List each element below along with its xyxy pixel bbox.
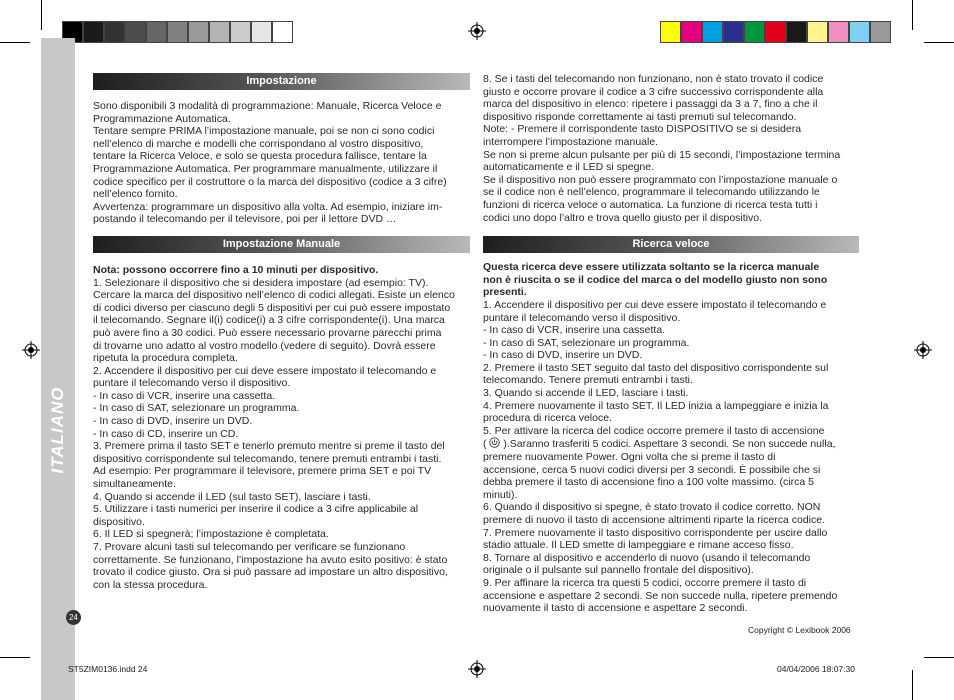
- right-column: [483, 73, 859, 615]
- grayscale-swatch-bar: [62, 21, 293, 43]
- crop-mark: [912, 670, 913, 700]
- quick-search-steps: 1. Accendere il dispositivo per cui deve essere impostato il telecomando e puntare il telecomando verso il dispositivo. - In caso di VCR, inserire una cassetta. - In caso di SAT, selezionare un programma. - In caso di DVD, inserire un DVD. 2. Premere il tasto SET seguito dal tasto del dispositivo corrispondente sul telecomando. Tenere premuti entrambi i tasti. 3. Quando si accende il LED, lasciare i tasti. 4. Premere nuovamente il tasto SET. Il LED inizia a lampeggiare e inizia la procedura di ricerca veloce. 5. Per attivare la ricerca del codice occorre premere il tasto di accensione: [483, 298, 829, 437]
- language-tab: [41, 360, 75, 500]
- color-swatch: [702, 21, 723, 43]
- color-swatch: [660, 21, 681, 43]
- quick-search-steps-continued: premere nuovamente Power. Ogni volta che si preme il tasto di accensione, cerca 5 nuovi codici diversi per 3 secondi. È possibile che si debba premere il tasto di accensione fino a 100 volte massimo. (circa 5 minuti). 6. Quando il dispositivo si spegne, è stato trovato il codice corretto. NON premere di nuovo il tasto di accensione altrimenti riparte la ricerca codice. 7. Premere nuovamente il tasto dispositivo corrispondente per uscire dallo stadio attuale. Il LED smette di lampeggiare e rimane acceso fisso. 8. Tornare al dispositivo e accenderlo di nuovo (usando il telecomando originale o il pulsante sul pannello frontale del dispositivo). 9. Per affinare la ricerca tra questi 5 codici, occorre premere il tasto di accensione e aspettare 2 secondi. Se non succede nulla, ripetere premendo nuovamente il tasto di accensione e aspettare 2 secondi.: [483, 451, 838, 615]
- step5-line: ( ).Saranno trasferiti 5 codici. Aspettare 3 secondi. Se non succede nulla,: [483, 438, 836, 451]
- color-swatch: [870, 21, 891, 43]
- color-swatch: [786, 21, 807, 43]
- registration-mark-icon: [468, 660, 486, 678]
- page-number: 24: [66, 610, 81, 625]
- registration-mark-icon: [22, 341, 40, 359]
- color-swatch: [146, 21, 167, 43]
- color-swatch: [251, 21, 272, 43]
- color-swatch: [272, 21, 293, 43]
- quick-search-warning: Questa ricerca deve essere utilizzata soltanto se la ricerca manuale non è riuscita o se il codice del marca o del modello giusto non sono presenti.: [483, 261, 828, 299]
- crop-mark: [924, 657, 954, 658]
- color-swatch: [765, 21, 786, 43]
- crop-mark: [41, 0, 42, 30]
- color-swatch: [849, 21, 870, 43]
- color-swatch-bar: [660, 21, 891, 43]
- crop-mark: [0, 42, 30, 43]
- power-icon: [489, 437, 500, 448]
- color-swatch: [744, 21, 765, 43]
- color-swatch: [125, 21, 146, 43]
- registration-mark-icon: [914, 341, 932, 359]
- intro-paragraph: Sono disponibili 3 modalità di programmazione: Manuale, Ricerca Veloce e Programmazione Automatica. Tentare sempre PRIMA l’impostazione manuale, poi se non ci sono codici nell’elenco di marche e modelli che corrispondano al vostro dispositivo, tentare la Ricerca Veloce, e solo se questa procedura fallisce, tentare la Programmazione Automatica. Per programmare manualmente, utilizzare il codice specifico per il costruttore o la marca del dispositivo (codice a 3 cifre) nell’elenco fornito. Avvertenza: programmare un dispositivo alla volta. Ad esempio, iniziare im- postando il telecomando per il televisore, poi per il lettore DVD …: [93, 100, 447, 226]
- color-swatch: [167, 21, 188, 43]
- section-heading-impostazione: Impostazione: [93, 73, 470, 90]
- registration-mark-icon: [468, 22, 486, 40]
- color-swatch: [807, 21, 828, 43]
- color-swatch: [209, 21, 230, 43]
- color-swatch: [83, 21, 104, 43]
- color-swatch: [230, 21, 251, 43]
- footer-file: ST5ZIM0136.indd 24: [68, 664, 148, 674]
- color-swatch: [723, 21, 744, 43]
- manual-note: Nota: possono occorrere fino a 10 minuti per dispositivo.: [93, 263, 379, 276]
- manual-steps: 1. Selezionare il dispositivo che si desidera impostare (ad esempio: TV). Cercare la marca del dispositivo nell’elenco di codici allegati. Esiste un elenco di codici diverso per ciascuno degli 5 dispositivi per cui può essere impostato il telecomando. Segnare il(i) codice(i) a 3 cifre corrispondente(i). Una marca può avere fino a 30 codici. Può essere necessario provarne parecchi prima di trovarne uno adatto al vostro modello (vedere di seguito). Dovrà essere ripetuta la procedura completa. 2. Accendere il dispositivo per cui deve essere impostato il telecomando e puntare il telecomando verso il dispositivo. - In caso di VCR, inserire una cassetta. - In caso di SAT, selezionare un programma. - In caso di DVD, inserire un DVD. - In caso di CD, inserire un CD. 3. Premere prima il tasto SET e tenerlo premuto mentre si preme il tasto del dispositivo corrispondente sul telecomando, tenere premuti entrambi i tasti. Ad esempio: Per programmare il televisore, premere prima SET e poi TV simultaneamente. 4. Quando si accende il LED (sul tasto SET), lasciare i tasti. 5. Utilizzare i tasti numerici per inserire il codice a 3 cifre applicabile al dispositivo. 6. Il LED si spegnerà; l’impostazione è completata. 7. Provare alcuni tasti sul telecomando per verificare se funzionano correttamente. Se funzionano, l’impostazione ha avuto esito positivo: è stato trovato il codice giusto. Ora si può passare ad impostare un altro dispositivo, con la stessa procedura.: [93, 276, 455, 591]
- crop-mark: [912, 0, 913, 30]
- language-label: ITALIANO: [48, 386, 67, 474]
- crop-mark: [924, 42, 954, 43]
- color-swatch: [681, 21, 702, 43]
- continued-steps: 8. Se i tasti del telecomando non funzionano, non è stato trovato il codice giusto e occorre provare il codice a 3 cifre successivo corrispondente alla marca del dispositivo in elenco: ripetere i passaggi da 3 a 7, fino a che il dispositivo risponde correttamente ai tasti premuti sul telecomando. Note: - Premere il corrispondente tasto DISPOSITIVO se si desidera interrompere l’impostazione manuale. Se non si preme alcun pulsante per più di 15 secondi, l’impostazione termina automaticamente e il LED si spegne. Se il dispositivo non può essere programmato con l’impostazione manuale o se il codice non è nell’elenco, programmare il telecomando utilizzando le funzioni di ricerca veloce o automatica. La funzione di ricerca testa tutti i codici uno dopo l’altro e trova quello giusto per il dispositivo.: [483, 73, 841, 224]
- footer-date: 04/04/2006 18:07:30: [777, 664, 855, 674]
- color-swatch: [188, 21, 209, 43]
- color-swatch: [104, 21, 125, 43]
- section-heading-ricerca-veloce: Ricerca veloce: [483, 236, 859, 253]
- color-swatch: [828, 21, 849, 43]
- copyright: Copyright © Lexibook 2006: [748, 625, 851, 635]
- section-heading-impostazione-manuale: Impostazione Manuale: [93, 236, 470, 253]
- crop-mark: [0, 657, 30, 658]
- left-column: [93, 73, 470, 591]
